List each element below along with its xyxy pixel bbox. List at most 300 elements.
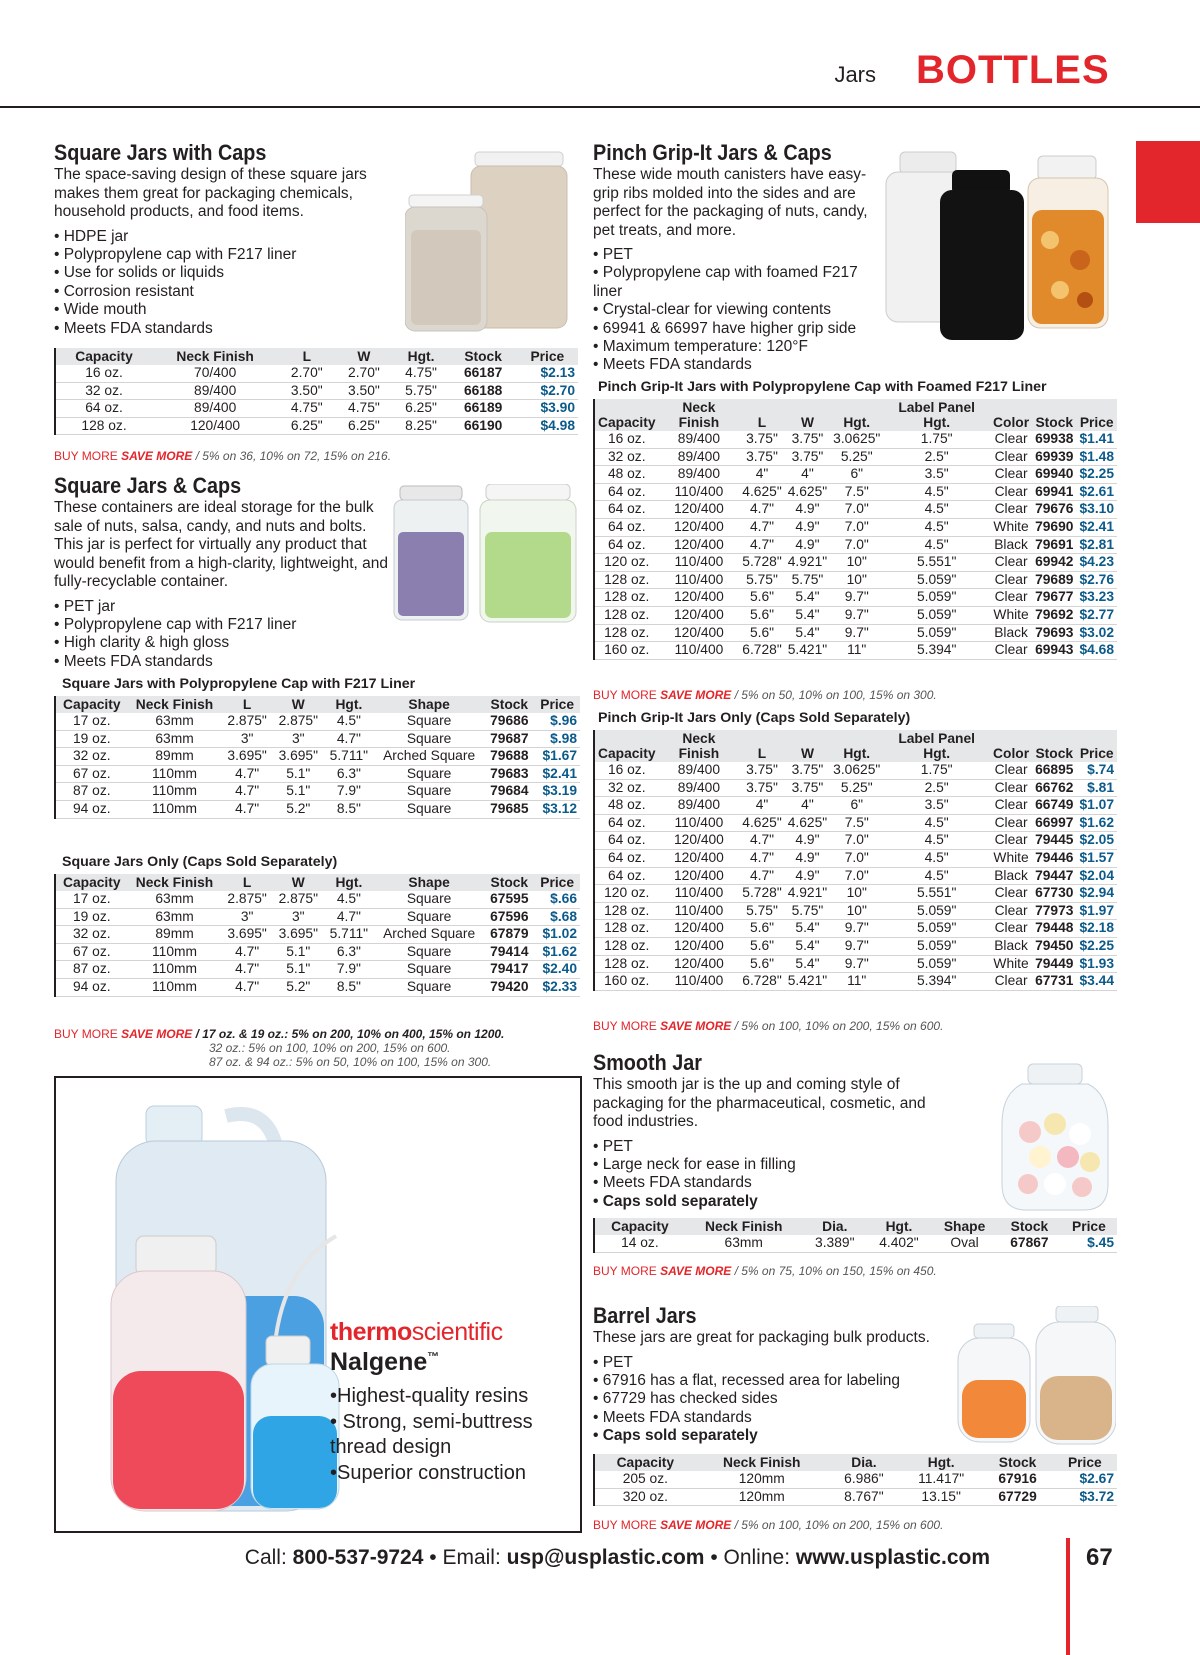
table-cell: 94 oz. [56,978,128,996]
buy-more-note: BUY MORE SAVE MORE / 5% on 75, 10% on 150, 15% on 450. [593,1264,937,1278]
table-cell: 2.5" [883,779,990,797]
column-header: Capacity [56,696,128,713]
table-cell: 48 oz. [595,797,659,815]
table-row [56,961,580,979]
table-cell: 120/400 [659,849,740,867]
table-cell: 17 oz. [56,713,128,730]
table-row [595,518,1117,536]
column-header: Price [1053,1454,1117,1471]
table-cell: $.45 [1061,1235,1117,1252]
table-cell: 4.9" [785,867,830,885]
table-cell: 3.50" [278,382,335,400]
table-row [595,589,1117,607]
table-cell: 79417 [484,961,534,979]
table-cell: 6.728" [739,642,784,660]
list-item: • PET [593,1354,963,1372]
table-cell: $2.70 [517,382,578,400]
section-title: Square Jars & Caps [54,473,242,498]
table-cell: 64 oz. [595,814,659,832]
list-item: • Meets FDA standards [593,356,883,374]
table-cell: 4" [739,797,784,815]
page-number: 67 [1086,1544,1113,1571]
phone-number[interactable]: 800-537-9724 [292,1546,424,1569]
table-row [56,365,578,382]
column-header: Capacity [595,730,659,762]
table-row [595,955,1117,973]
list-item: • Polypropylene cap with foamed F217 liner [593,264,883,301]
table-cell: 2.875" [273,713,324,730]
pinch-grip-only-table [593,730,1117,991]
table-cell: 4.7" [222,783,273,801]
smooth-jar-table [593,1218,1117,1253]
table-cell: 5.6" [739,937,784,955]
column-header: Capacity [595,1218,685,1235]
column-header: L [739,399,784,431]
pinch-grip-jars-image [880,150,1130,350]
table-cell: $4.98 [517,417,578,435]
table-cell: 79449 [1032,955,1076,973]
table-cell: 94 oz. [56,800,128,818]
table-cell: 120/400 [659,624,740,642]
table-cell: 11.417" [900,1471,983,1488]
column-header: Price [517,348,578,365]
column-header: Color [990,730,1032,762]
table-cell: Clear [990,902,1032,920]
table-row [595,624,1117,642]
table-cell: 4.5" [883,501,990,519]
list-item: • Large neck for ease in filling [593,1156,963,1174]
table-cell: 8.25" [392,417,449,435]
table-cell: 5.75" [785,902,830,920]
table-cell: 4.7" [222,961,273,979]
table-cell: 128 oz. [595,902,659,920]
table-cell: 3.5" [883,466,990,484]
table-cell: 16 oz. [595,431,659,448]
table-cell: 4.7" [739,536,784,554]
table-cell: $2.04 [1076,867,1117,885]
table-cell: 5.1" [273,961,324,979]
table-cell: $3.02 [1076,624,1117,642]
page-bar [1066,1538,1070,1655]
table-cell: 1.75" [883,762,990,779]
table-cell: 89/400 [659,779,740,797]
table-cell: Clear [990,466,1032,484]
table-cell: $1.67 [534,748,580,766]
table-cell: 8.5" [324,978,374,996]
column-header: Price [1076,399,1117,431]
table-cell: 67916 [982,1471,1052,1488]
table-row [595,554,1117,572]
table-cell: 5.059" [883,937,990,955]
table-cell: 79446 [1032,849,1076,867]
table-cell: Clear [990,448,1032,466]
table-cell: 10" [830,885,883,903]
table-cell: 5.059" [883,589,990,607]
table-cell: 4.625" [785,814,830,832]
table-cell: 110/400 [659,483,740,501]
table-cell: 6.25" [335,417,392,435]
table-cell: $2.13 [517,365,578,382]
column-header: Shape [374,874,484,891]
column-header: Neck Finish [128,874,222,891]
column-header: Label Panel Hgt. [883,730,990,762]
table-cell: $2.94 [1076,885,1117,903]
table-cell: 120/400 [659,832,740,850]
table-cell: 5.711" [324,748,374,766]
table-row [56,400,578,418]
table-cell: 5.25" [830,779,883,797]
table-cell: 4.625" [739,814,784,832]
table-row [595,1235,1117,1252]
table-cell: 5.75" [392,382,449,400]
table-cell: White [990,518,1032,536]
table-cell: $2.05 [1076,832,1117,850]
table-cell: 5.728" [739,885,784,903]
table-cell: 4.7" [222,943,273,961]
table-row [595,867,1117,885]
section-tab [1136,141,1200,223]
table-cell: 5.4" [785,589,830,607]
table-cell: 79683 [484,765,534,783]
table-cell: 128 oz. [595,937,659,955]
table-cell: $1.62 [534,943,580,961]
list-item: • Meets FDA standards [593,1409,963,1427]
table-cell: 6.3" [324,943,374,961]
table-cell: $2.81 [1076,536,1117,554]
table-cell: 66188 [450,382,517,400]
table-row [595,536,1117,554]
table-cell: 3.50" [335,382,392,400]
table-cell: 5.421" [785,973,830,991]
table-cell: 10" [830,554,883,572]
table-cell: 128 oz. [595,920,659,938]
table-cell: 63mm [685,1235,803,1252]
table-cell: 79677 [1032,589,1076,607]
table-cell: 4.5" [883,483,990,501]
table-cell: 79414 [484,943,534,961]
table-cell: 160 oz. [595,973,659,991]
table-cell: Black [990,536,1032,554]
column-header: W [273,874,324,891]
table-cell: 128 oz. [56,417,152,435]
table-cell: 32 oz. [595,779,659,797]
column-header: Stock [1032,730,1076,762]
table-row [595,431,1117,448]
table-cell: 4.5" [883,832,990,850]
table-cell: White [990,849,1032,867]
table-cell: 70/400 [152,365,278,382]
column-header: Hgt. [830,730,883,762]
column-header: L [739,730,784,762]
table-row [595,902,1117,920]
table-cell: 5.6" [739,606,784,624]
column-header: Hgt. [830,399,883,431]
section-title: Square Jars with Caps [54,140,267,165]
table-cell: 320 oz. [595,1488,696,1506]
column-header: L [222,874,273,891]
table-cell: 4.7" [324,730,374,748]
table-cell: 6.25" [278,417,335,435]
table-cell: 32 oz. [595,448,659,466]
table-cell: 79688 [484,748,534,766]
column-header: L [222,696,273,713]
table-header-row [56,874,580,891]
table-cell: Clear [990,814,1032,832]
table-cell: 110mm [128,783,222,801]
table-cell: $1.93 [1076,955,1117,973]
square-caps-table [54,348,578,435]
table-cell: 5.421" [785,642,830,660]
table-cell: $2.67 [1053,1471,1117,1488]
table-cell: 5.059" [883,955,990,973]
table-cell: $2.33 [534,978,580,996]
table-cell: Black [990,624,1032,642]
table-cell: $1.57 [1076,849,1117,867]
column-header: Dia. [803,1218,867,1235]
table-cell: $1.48 [1076,448,1117,466]
table-row [595,483,1117,501]
column-header: Price [1076,730,1117,762]
table-cell: Square [374,961,484,979]
barrel-jars-section [593,1303,963,1446]
table-cell: 5.394" [883,642,990,660]
table-cell: 66762 [1032,779,1076,797]
table-cell: 67595 [484,891,534,908]
table-cell: 79685 [484,800,534,818]
table-cell: 120/400 [659,606,740,624]
table-row [595,832,1117,850]
table-cell: Clear [990,501,1032,519]
table-cell: 63mm [128,713,222,730]
table-cell: 120/400 [659,536,740,554]
email-link[interactable]: usp@usplastic.com [506,1546,705,1569]
table-cell: 79692 [1032,606,1076,624]
column-header: Neck Finish [659,730,740,762]
column-header: W [335,348,392,365]
table-cell: 4.5" [883,814,990,832]
square-jars-only-table [54,874,580,997]
list-item: • High clarity & high gloss [54,634,394,652]
table-cell: White [990,606,1032,624]
column-header: Neck Finish [152,348,278,365]
table-cell: Square [374,713,484,730]
table-row [56,926,580,944]
table-cell: 89/400 [659,797,740,815]
table-cell: 110/400 [659,554,740,572]
table-cell: 110mm [128,978,222,996]
table-cell: 4.9" [785,849,830,867]
table-cell: 5.059" [883,606,990,624]
table-cell: 4.75" [335,400,392,418]
table-cell: 64 oz. [595,483,659,501]
table-row [56,713,580,730]
table-cell: 3.75" [785,779,830,797]
table-cell: 3.75" [739,762,784,779]
table-cell: 5.059" [883,624,990,642]
table-caption: Pinch Grip-It Jars with Polypropylene Cap with Foamed F217 Liner [598,379,1047,395]
list-item: • Meets FDA standards [593,1174,963,1192]
table-cell: 67867 [998,1235,1061,1252]
table-cell: 4.5" [883,518,990,536]
table-cell: Oval [931,1235,998,1252]
table-row [595,814,1117,832]
table-row [56,891,580,908]
table-cell: Clear [990,642,1032,660]
section-title: Smooth Jar [593,1050,702,1075]
table-cell: 89/400 [659,448,740,466]
table-cell: 66895 [1032,762,1076,779]
table-cell: 4.7" [222,800,273,818]
table-cell: 79686 [484,713,534,730]
table-cell: $.96 [534,713,580,730]
table-cell: 14 oz. [595,1235,685,1252]
table-cell: 5.1" [273,783,324,801]
table-cell: 67731 [1032,973,1076,991]
table-cell: Clear [990,571,1032,589]
table-cell: 110/400 [659,571,740,589]
table-cell: 67730 [1032,885,1076,903]
table-cell: 6.25" [392,400,449,418]
table-cell: 110mm [128,961,222,979]
table-cell: 79450 [1032,937,1076,955]
table-header-row [595,730,1117,762]
website-link[interactable]: www.usplastic.com [795,1546,990,1569]
table-cell: $.81 [1076,779,1117,797]
table-cell: 63mm [128,908,222,926]
table-cell: 4.75" [392,365,449,382]
table-cell: 5.394" [883,973,990,991]
table-cell: Square [374,908,484,926]
column-header: Price [534,874,580,891]
table-cell: 4.921" [785,885,830,903]
table-cell: 3.389" [803,1235,867,1252]
table-cell: 3.75" [739,779,784,797]
table-cell: 4.9" [785,501,830,519]
table-cell: $1.41 [1076,431,1117,448]
table-cell: Arched Square [374,926,484,944]
table-cell: 120/400 [659,867,740,885]
table-cell: 67729 [982,1488,1052,1506]
table-cell: 5.75" [785,571,830,589]
table-cell: 17 oz. [56,891,128,908]
table-row [56,730,580,748]
table-cell: $1.62 [1076,814,1117,832]
table-row [56,943,580,961]
table-cell: 16 oz. [56,365,152,382]
table-cell: 79445 [1032,832,1076,850]
table-caption: Square Jars with Polypropylene Cap with F217 Liner [62,676,416,692]
column-header: Price [534,696,580,713]
table-row [56,417,578,435]
table-cell: 8.5" [324,800,374,818]
table-cell: 89/400 [152,400,278,418]
table-cell: 64 oz. [595,518,659,536]
table-cell: Clear [990,779,1032,797]
table-cell: Clear [990,885,1032,903]
section-label: Jars [834,62,876,87]
table-cell: 7.9" [324,783,374,801]
table-cell: 3.75" [785,431,830,448]
table-cell: 120/400 [152,417,278,435]
table-row [595,642,1117,660]
nalgene-ad [54,1076,582,1533]
table-cell: $3.10 [1076,501,1117,519]
header-divider [0,106,1200,108]
table-cell: 110/400 [659,642,740,660]
table-cell: 2.875" [222,713,273,730]
table-cell: 110mm [128,943,222,961]
column-header: Hgt. [900,1454,983,1471]
list-item: • Corrosion resistant [54,283,414,301]
table-cell: 2.875" [273,891,324,908]
table-cell: 64 oz. [595,536,659,554]
table-cell: 79689 [1032,571,1076,589]
table-cell: $2.25 [1076,937,1117,955]
list-item: • Use for solids or liquids [54,264,414,282]
table-cell: Clear [990,483,1032,501]
table-cell: 110/400 [659,902,740,920]
table-cell: 4.7" [739,867,784,885]
table-cell: 6.3" [324,765,374,783]
column-header: W [785,730,830,762]
table-cell: 5.4" [785,606,830,624]
section-description: These jars are great for packaging bulk products. [593,1329,930,1346]
table-cell: Square [374,943,484,961]
table-cell: 4.75" [278,400,335,418]
table-row [56,765,580,783]
table-cell: Clear [990,431,1032,448]
square-jars-section [54,473,394,671]
table-cell: 120mm [696,1471,828,1488]
table-row [595,501,1117,519]
table-cell: 87 oz. [56,783,128,801]
table-cell: 89/400 [659,431,740,448]
table-cell: 3.75" [785,762,830,779]
table-cell: 63mm [128,730,222,748]
buy-more-note: BUY MORE SAVE MORE / 5% on 36, 10% on 72, 15% on 216. [54,449,392,463]
list-item: • HDPE jar [54,228,414,246]
column-header: Capacity [595,399,659,431]
table-cell: 3" [273,730,324,748]
buy-more-note: BUY MORE SAVE MORE / 5% on 50, 10% on 100, 15% on 300. [593,688,937,702]
table-cell: 3.0625" [830,762,883,779]
table-cell: 79448 [1032,920,1076,938]
table-cell: $.66 [534,891,580,908]
table-cell: 4.5" [883,536,990,554]
table-cell: 66190 [450,417,517,435]
table-cell: 3.75" [739,448,784,466]
column-header: Neck Finish [659,399,740,431]
table-cell: 4.5" [883,849,990,867]
table-row [595,466,1117,484]
table-cell: 3.695" [222,926,273,944]
section-title: Barrel Jars [593,1303,697,1328]
table-header-row [595,1454,1117,1471]
buy-more-note-line3: 87 oz. & 94 oz.: 5% on 50, 10% on 100, 15% on 300. [209,1055,492,1069]
table-cell: $3.90 [517,400,578,418]
table-cell: $1.02 [534,926,580,944]
table-cell: 5.6" [739,589,784,607]
table-cell: White [990,955,1032,973]
table-cell: 4.7" [739,849,784,867]
table-row [56,382,578,400]
table-cell: 5.4" [785,920,830,938]
table-cell: 69938 [1032,431,1076,448]
list-item: • Meets FDA standards [54,653,394,671]
table-cell: 5.6" [739,920,784,938]
table-row [56,978,580,996]
table-cell: 64 oz. [595,832,659,850]
